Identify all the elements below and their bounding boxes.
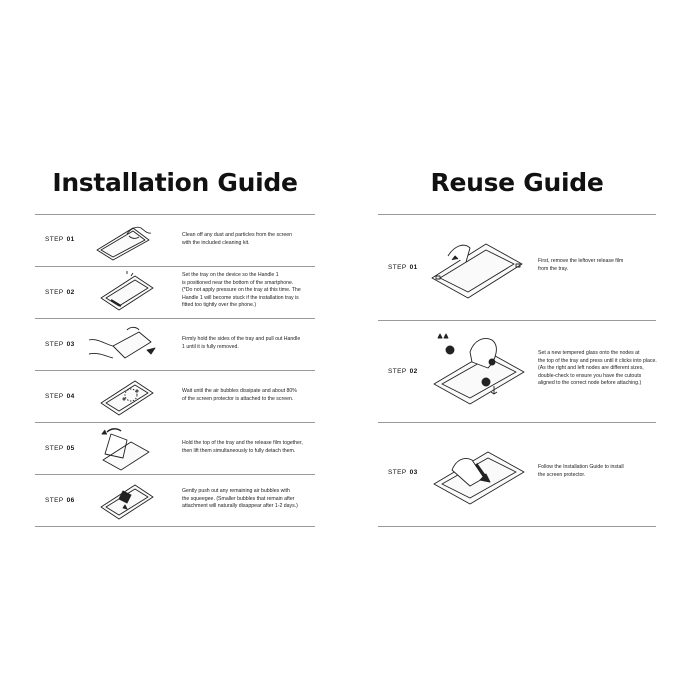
reuse-step-1 [378, 214, 656, 320]
step-description: Clean off any dust and particles from the screen with the included cleaning kit. [182, 232, 293, 246]
step-label: STEP 06 [45, 497, 75, 504]
installation-step-6 [35, 474, 315, 526]
step-description: Set the tray on the device so the Handle 1 is positioned near the bottom of the smartphone. (*Do not apply pressure on the tray at this time. The Handle 1 will become stuck if the installation tray is fitted too tightly over the phone.) [182, 272, 301, 309]
squeegee-icon [97, 479, 157, 523]
set-glass-icon [430, 332, 528, 412]
step-label: STEP 02 [388, 368, 418, 375]
wipe-phone-icon [93, 220, 155, 262]
step-description: First, remove the leftover release film from the tray. [538, 258, 624, 272]
divider [35, 526, 315, 527]
installation-guide-title: Installation Guide [52, 168, 298, 197]
remove-film-icon [428, 234, 526, 304]
step-label: STEP 01 [45, 236, 75, 243]
step-description: Firmly hold the sides of the tray and pull out Handle 1 until it is fully removed. [182, 336, 301, 350]
installation-step-1 [35, 214, 315, 266]
step-label: STEP 04 [45, 393, 75, 400]
lift-tray-icon [97, 426, 157, 472]
step-label: STEP 03 [388, 469, 418, 476]
pull-handle-icon [87, 324, 159, 366]
step-description: Follow the Installation Guide to install the screen protector. [538, 464, 624, 478]
step-label: STEP 03 [45, 341, 75, 348]
step-description: Wait until the air bubbles dissipate and about 80% of the screen protector is attached to the screen. [182, 388, 297, 402]
step-description: Gently push out any remaining air bubbles with the squeegee. (Smaller bubbles that remain after attachment will naturally disappear after 1-2 days.) [182, 488, 298, 510]
installation-step-5 [35, 422, 315, 474]
tray-on-phone-icon [97, 270, 157, 315]
reuse-step-3 [378, 422, 656, 526]
air-bubbles-icon [97, 375, 157, 419]
follow-guide-icon [430, 442, 528, 510]
reuse-step-2 [378, 320, 656, 422]
step-label: STEP 01 [388, 264, 418, 271]
installation-step-2 [35, 266, 315, 318]
installation-step-4 [35, 370, 315, 422]
reuse-guide-title: Reuse Guide [430, 168, 604, 197]
step-description: Set a new tempered glass onto the nodes at the top of the tray and press until it clicks into place. (As the right and left nodes are different sizes, double-check to ensure you have the cutouts aligned to the correct node before attaching.) [538, 350, 657, 387]
step-description: Hold the top of the tray and the release film together, then lift them simultaneously to fully detach them. [182, 440, 303, 454]
divider [378, 526, 656, 527]
step-label: STEP 02 [45, 289, 75, 296]
step-label: STEP 05 [45, 445, 75, 452]
installation-step-3 [35, 318, 315, 370]
